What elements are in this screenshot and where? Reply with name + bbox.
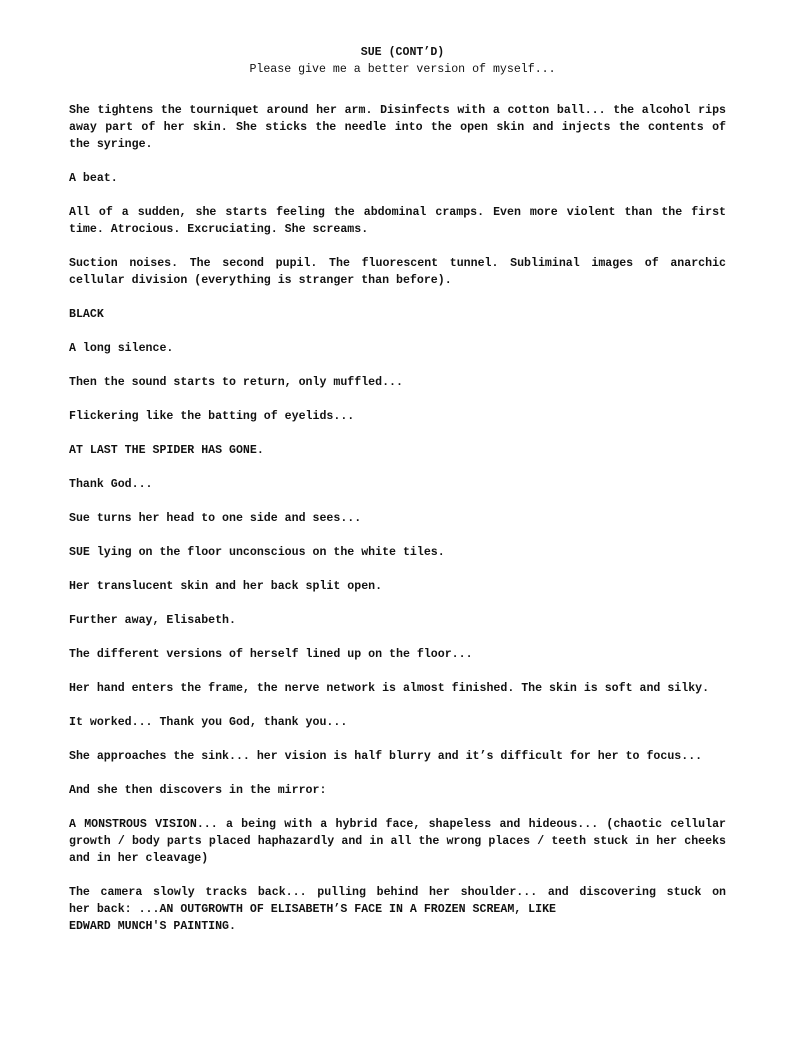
action-paragraph-18: She approaches the sink... her vision is half blurry and it’s difficult for her to focus... (69, 750, 703, 763)
action-paragraph-10: Thank God... (69, 478, 153, 491)
final-paragraph-line-1: The camera slowly tracks back... pulling behind her shoulder... and discovering stuck on (69, 886, 726, 899)
action-paragraph-17: It worked... Thank you God, thank you... (69, 716, 348, 729)
action-paragraph-4: Suction noises. The second pupil. The fluorescent tunnel. Subliminal images of anarchic cellular division (everything is stranger than before). (69, 257, 726, 287)
action-paragraph-12: SUE lying on the floor unconscious on the white tiles. (69, 546, 445, 559)
action-paragraph-6: A long silence. (69, 342, 174, 355)
action-paragraph-20: A MONSTROUS VISION... a being with a hybrid face, shapeless and hideous... (chaotic cellular growth / body parts placed haphazardly and in all the wrong places / teeth stuck in her cheeks and in her cleavage) (69, 818, 726, 865)
action-paragraph-1: She tightens the tourniquet around her arm. Disinfects with a cotton ball... the alcohol rips away part of her skin. She sticks the needle into the open skin and injects the contents of the syringe. (69, 104, 726, 151)
action-paragraph-7: Then the sound starts to return, only muffled... (69, 376, 403, 389)
action-paragraph-9: AT LAST THE SPIDER HAS GONE. (69, 444, 264, 457)
scene-transition-black: BLACK (69, 308, 104, 321)
script-page (69, 44, 726, 935)
action-paragraph-2: A beat. (69, 172, 118, 185)
action-paragraph-16: Her hand enters the frame, the nerve network is almost finished. The skin is soft and silky. (69, 682, 710, 695)
final-paragraph (69, 884, 726, 935)
character-cue: SUE (CONT’D) (360, 46, 445, 59)
action-paragraph-8: Flickering like the batting of eyelids... (69, 410, 355, 423)
action-paragraph-15: The different versions of herself lined up on the floor... (69, 648, 473, 661)
action-paragraph-11: Sue turns her head to one side and sees... (69, 512, 362, 525)
action-paragraph-19: And she then discovers in the mirror: (69, 784, 327, 797)
action-paragraph-14: Further away, Elisabeth. (69, 614, 236, 627)
final-paragraph-line-2: her back: ...AN OUTGROWTH OF ELISABETH’S FACE IN A FROZEN SCREAM, LIKE (69, 903, 557, 916)
action-paragraph-3: All of a sudden, she starts feeling the abdominal cramps. Even more violent than the first time. Atrocious. Excruciating. She screams. (69, 206, 726, 236)
dialogue-line: Please give me a better version of myself... (249, 63, 556, 76)
final-paragraph-line-3: EDWARD MUNCH'S PAINTING. (69, 920, 236, 933)
action-paragraph-13: Her translucent skin and her back split open. (69, 580, 383, 593)
